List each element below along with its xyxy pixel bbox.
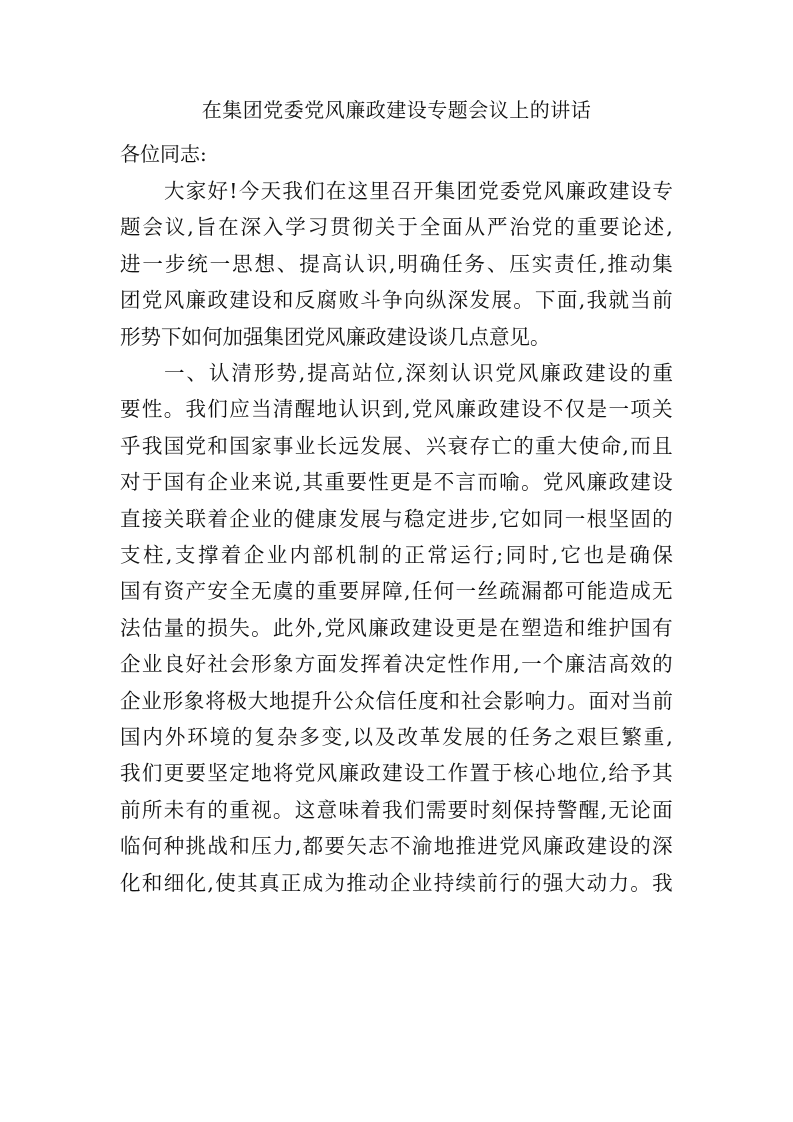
body-line: 要 性 。 我 们 应 当 清 醒 地 认 识 到 , 党 风 廉 政 建 设 不 仅 是 一 项 关 bbox=[120, 397, 673, 422]
body-line: 企 业 良 好 社 会 形 象 方 面 发 挥 着 决 定 性 作 用 , 一 个 廉 洁 高 效 的 bbox=[120, 652, 673, 677]
body-line: 乎 我 国 党 和 国 家 事 业 长 远 发 展 、 兴 衰 存 亡 的 重 大 使 命 , 而 且 bbox=[120, 433, 673, 458]
body-line: 我 们 更 要 坚 定 地 将 党 风 廉 政 建 设 工 作 置 于 核 心 地 位 , 给 予 其 bbox=[120, 761, 673, 786]
body-line: 法 估 量 的 损 失 。 此 外 , 党 风 廉 政 建 设 更 是 在 塑 造 和 维 护 国 有 bbox=[120, 615, 673, 640]
document-title: 在集团党委党风廉政建设专题会议上的讲话 bbox=[201, 98, 592, 122]
body-line: 支 柱 , 支 撑 着 企 业 内 部 机 制 的 正 常 运 行 ; 同 时 , 它 也 是 确 保 bbox=[120, 543, 673, 567]
body-line: 化 和 细 化 , 使 其 真 正 成 为 推 动 企 业 持 续 前 行 的 强 大 动 力 。 我 bbox=[120, 870, 673, 895]
body-line: 国 内 外 环 境 的 复 杂 多 变 , 以 及 改 革 发 展 的 任 务 之 艰 巨 繁 重 , bbox=[120, 725, 673, 749]
body-line: 前 所 未 有 的 重 视 。 这 意 味 着 我 们 需 要 时 刻 保 持 警 醒 , 无 论 面 bbox=[120, 797, 673, 822]
body-line: 直 接 关 联 着 企 业 的 健 康 发 展 与 稳 定 进 步 , 它 如 同 一 根 坚 固 的 bbox=[120, 506, 673, 531]
body-line: 团 党 风 廉 政 建 设 和 反 腐 败 斗 争 向 纵 深 发 展 。 下 面 , 我 就 当 前 bbox=[120, 288, 673, 313]
salutation: 各位同志: bbox=[120, 142, 207, 166]
body-line: 企 业 形 象 将 极 大 地 提 升 公 众 信 任 度 和 社 会 影 响 力 。 面 对 当 前 bbox=[120, 688, 673, 713]
body-line: 临 何 种 挑 战 和 压 力 , 都 要 矢 志 不 渝 地 推 进 党 风 廉 政 建 设 的 深 bbox=[120, 834, 673, 859]
body-line: 题 会 议 , 旨 在 深 入 学 习 贯 彻 关 于 全 面 从 严 治 党 的 重 要 论 述 , bbox=[120, 215, 673, 240]
body-line: 大 家 好 ! 今 天 我 们 在 这 里 召 开 集 团 党 委 党 风 廉 政 建 设 专 bbox=[164, 179, 673, 203]
body-line: 一 、 认 清 形 势 , 提 高 站 位 , 深 刻 认 识 党 风 廉 政 建 设 的 重 bbox=[164, 361, 673, 385]
body-line: 国 有 资 产 安 全 无 虞 的 重 要 屏 障 , 任 何 一 丝 疏 漏 都 可 能 造 成 无 bbox=[120, 579, 673, 604]
body-line: 对 于 国 有 企 业 来 说 , 其 重 要 性 更 是 不 言 而 喻 。 党 风 廉 政 建 设 bbox=[120, 470, 673, 495]
body-line: 进 一 步 统 一 思 想 、 提 高 认 识 , 明 确 任 务 、 压 实 责 任 , 推 动 集 bbox=[120, 251, 673, 276]
body-line: 形 势 下 如 何 加 强 集 团 党 风 廉 政 建 设 谈 几 点 意 见 。 bbox=[120, 324, 551, 349]
